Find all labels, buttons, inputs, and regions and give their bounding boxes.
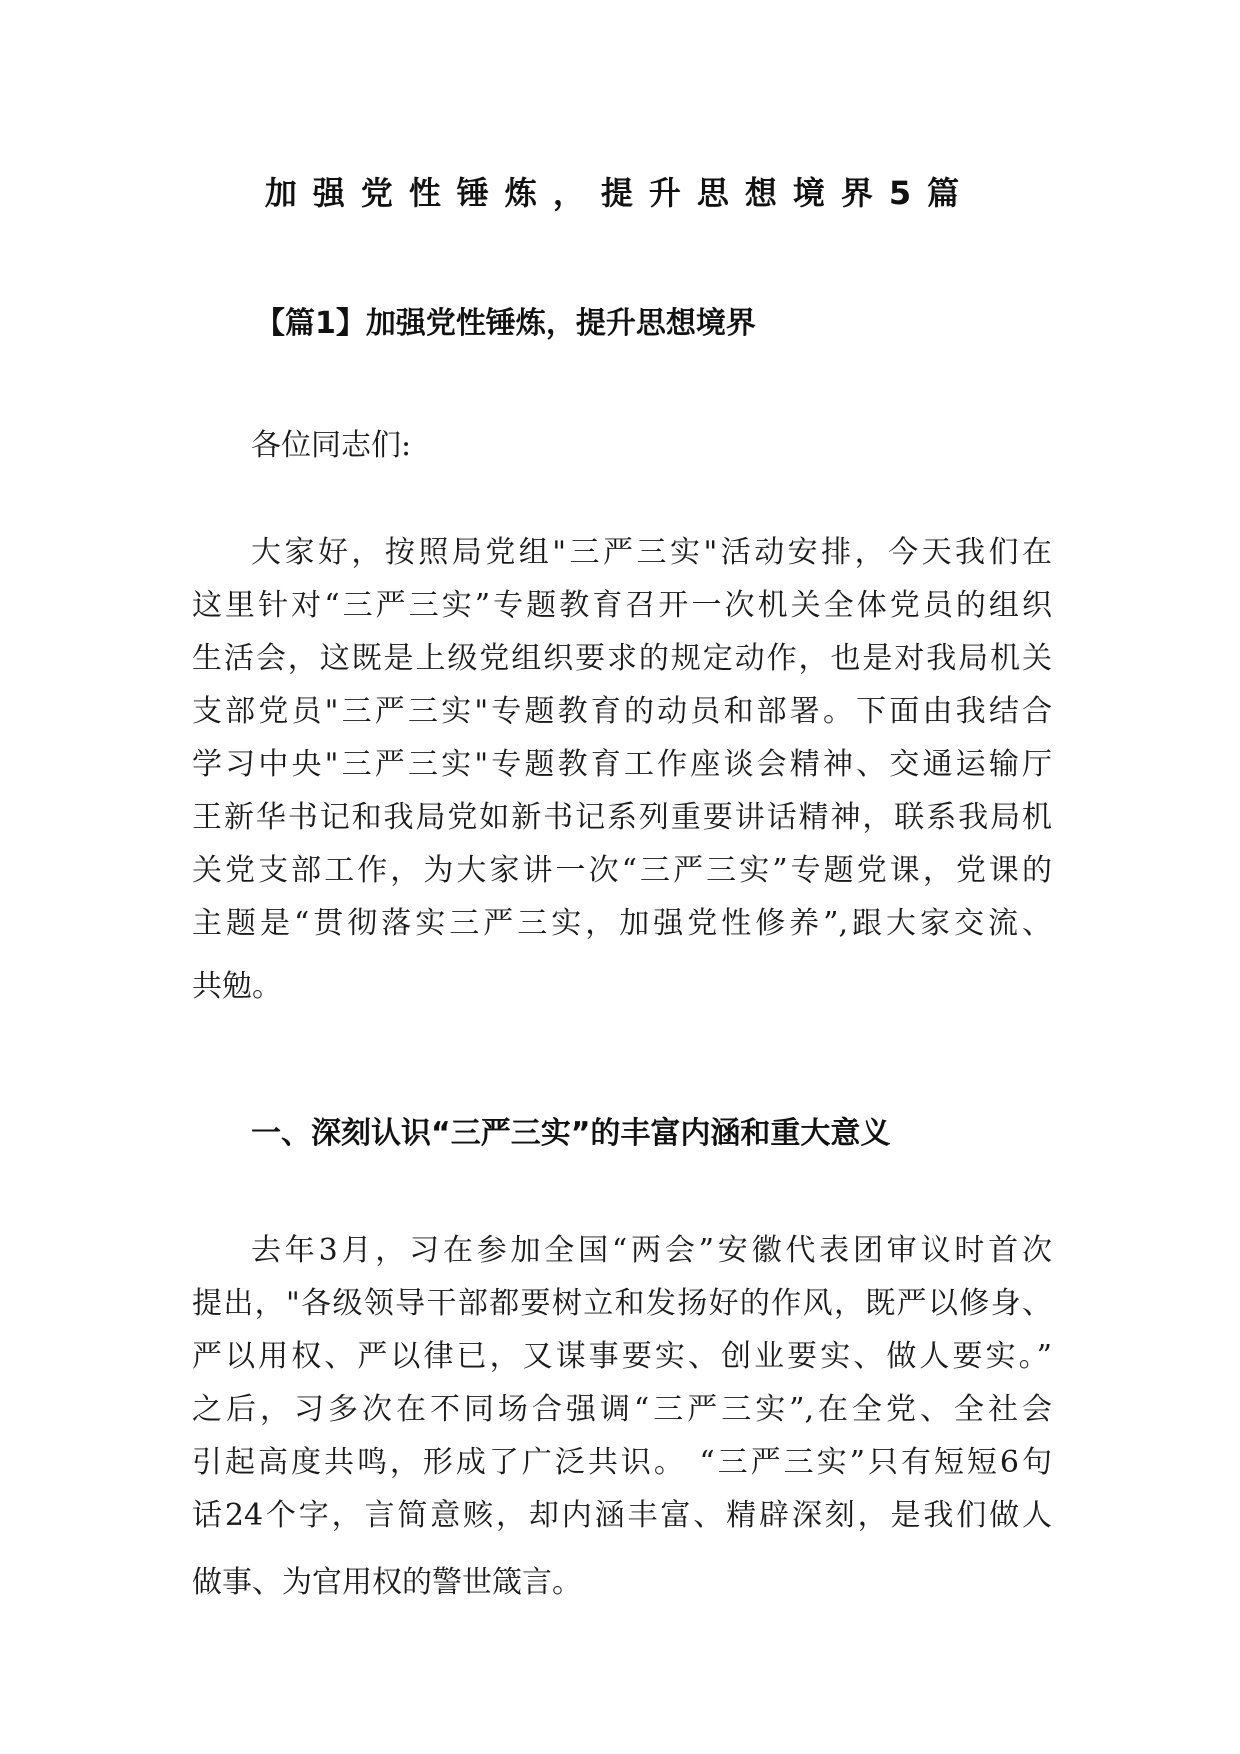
paragraph-line: 提出，"各级领导干部都要树立和发扬好的作风，既严以修身、 [192,1286,1052,1321]
paragraph-line: 做事、为官用权的警世箴言。 [192,1565,582,1600]
paragraph-line: 去年3月，习在参加全国“两会”安徽代表团审议时首次 [251,1233,1052,1268]
paragraph-line: 严以用权、严以律已，又谋事要实、创业要实、做人要实。” [192,1339,1052,1374]
paragraph-opening [192,526,1052,1013]
paragraph-line: 大家好，按照局党组"三严三实"活动安排，今天我们在 [251,535,1052,570]
paragraph-line: 学习中央"三严三实"专题教育工作座谈会精神、交通运输厅 [192,747,1052,782]
paragraph-line: 关党支部工作，为大家讲一次“三严三实”专题党课，党课的 [192,853,1052,888]
paragraph-line: 这里针对“三严三实”专题教育召开一次机关全体党员的组织 [192,588,1052,623]
paragraph-line: 之后，习多次在不同场合强调“三严三实”,在全党、全社会 [192,1392,1052,1427]
section-title: 【篇1】加强党性锤炼，提升思想境界 [255,306,756,341]
paragraph-line: 王新华书记和我局党如新书记系列重要讲话精神，联系我局机 [192,800,1052,835]
paragraph-line: 生活会，这既是上级党组织要求的规定动作，也是对我局机关 [192,641,1052,676]
salutation: 各位同志们: [251,428,412,463]
paragraph-meaning [192,1224,1052,1609]
section-heading: 一、深刻认识“三严三实”的丰富内涵和重大意义 [251,1116,891,1151]
paragraph-line: 引起高度共鸣，形成了广泛共识。 “三严三实”只有短短6句 [192,1445,1052,1480]
paragraph-line: 话24个字，言简意赅，却内涵丰富、精辟深刻，是我们做人 [192,1498,1052,1533]
paragraph-line: 共勉。 [192,969,282,1004]
document-title: 加强党性锤炼，提升思想境界5篇 [264,174,976,212]
paragraph-line: 主题是“贯彻落实三严三实，加强党性修养”,跟大家交流、 [192,906,1052,941]
paragraph-line: 支部党员"三严三实"专题教育的动员和部署。下面由我结合 [192,694,1052,729]
